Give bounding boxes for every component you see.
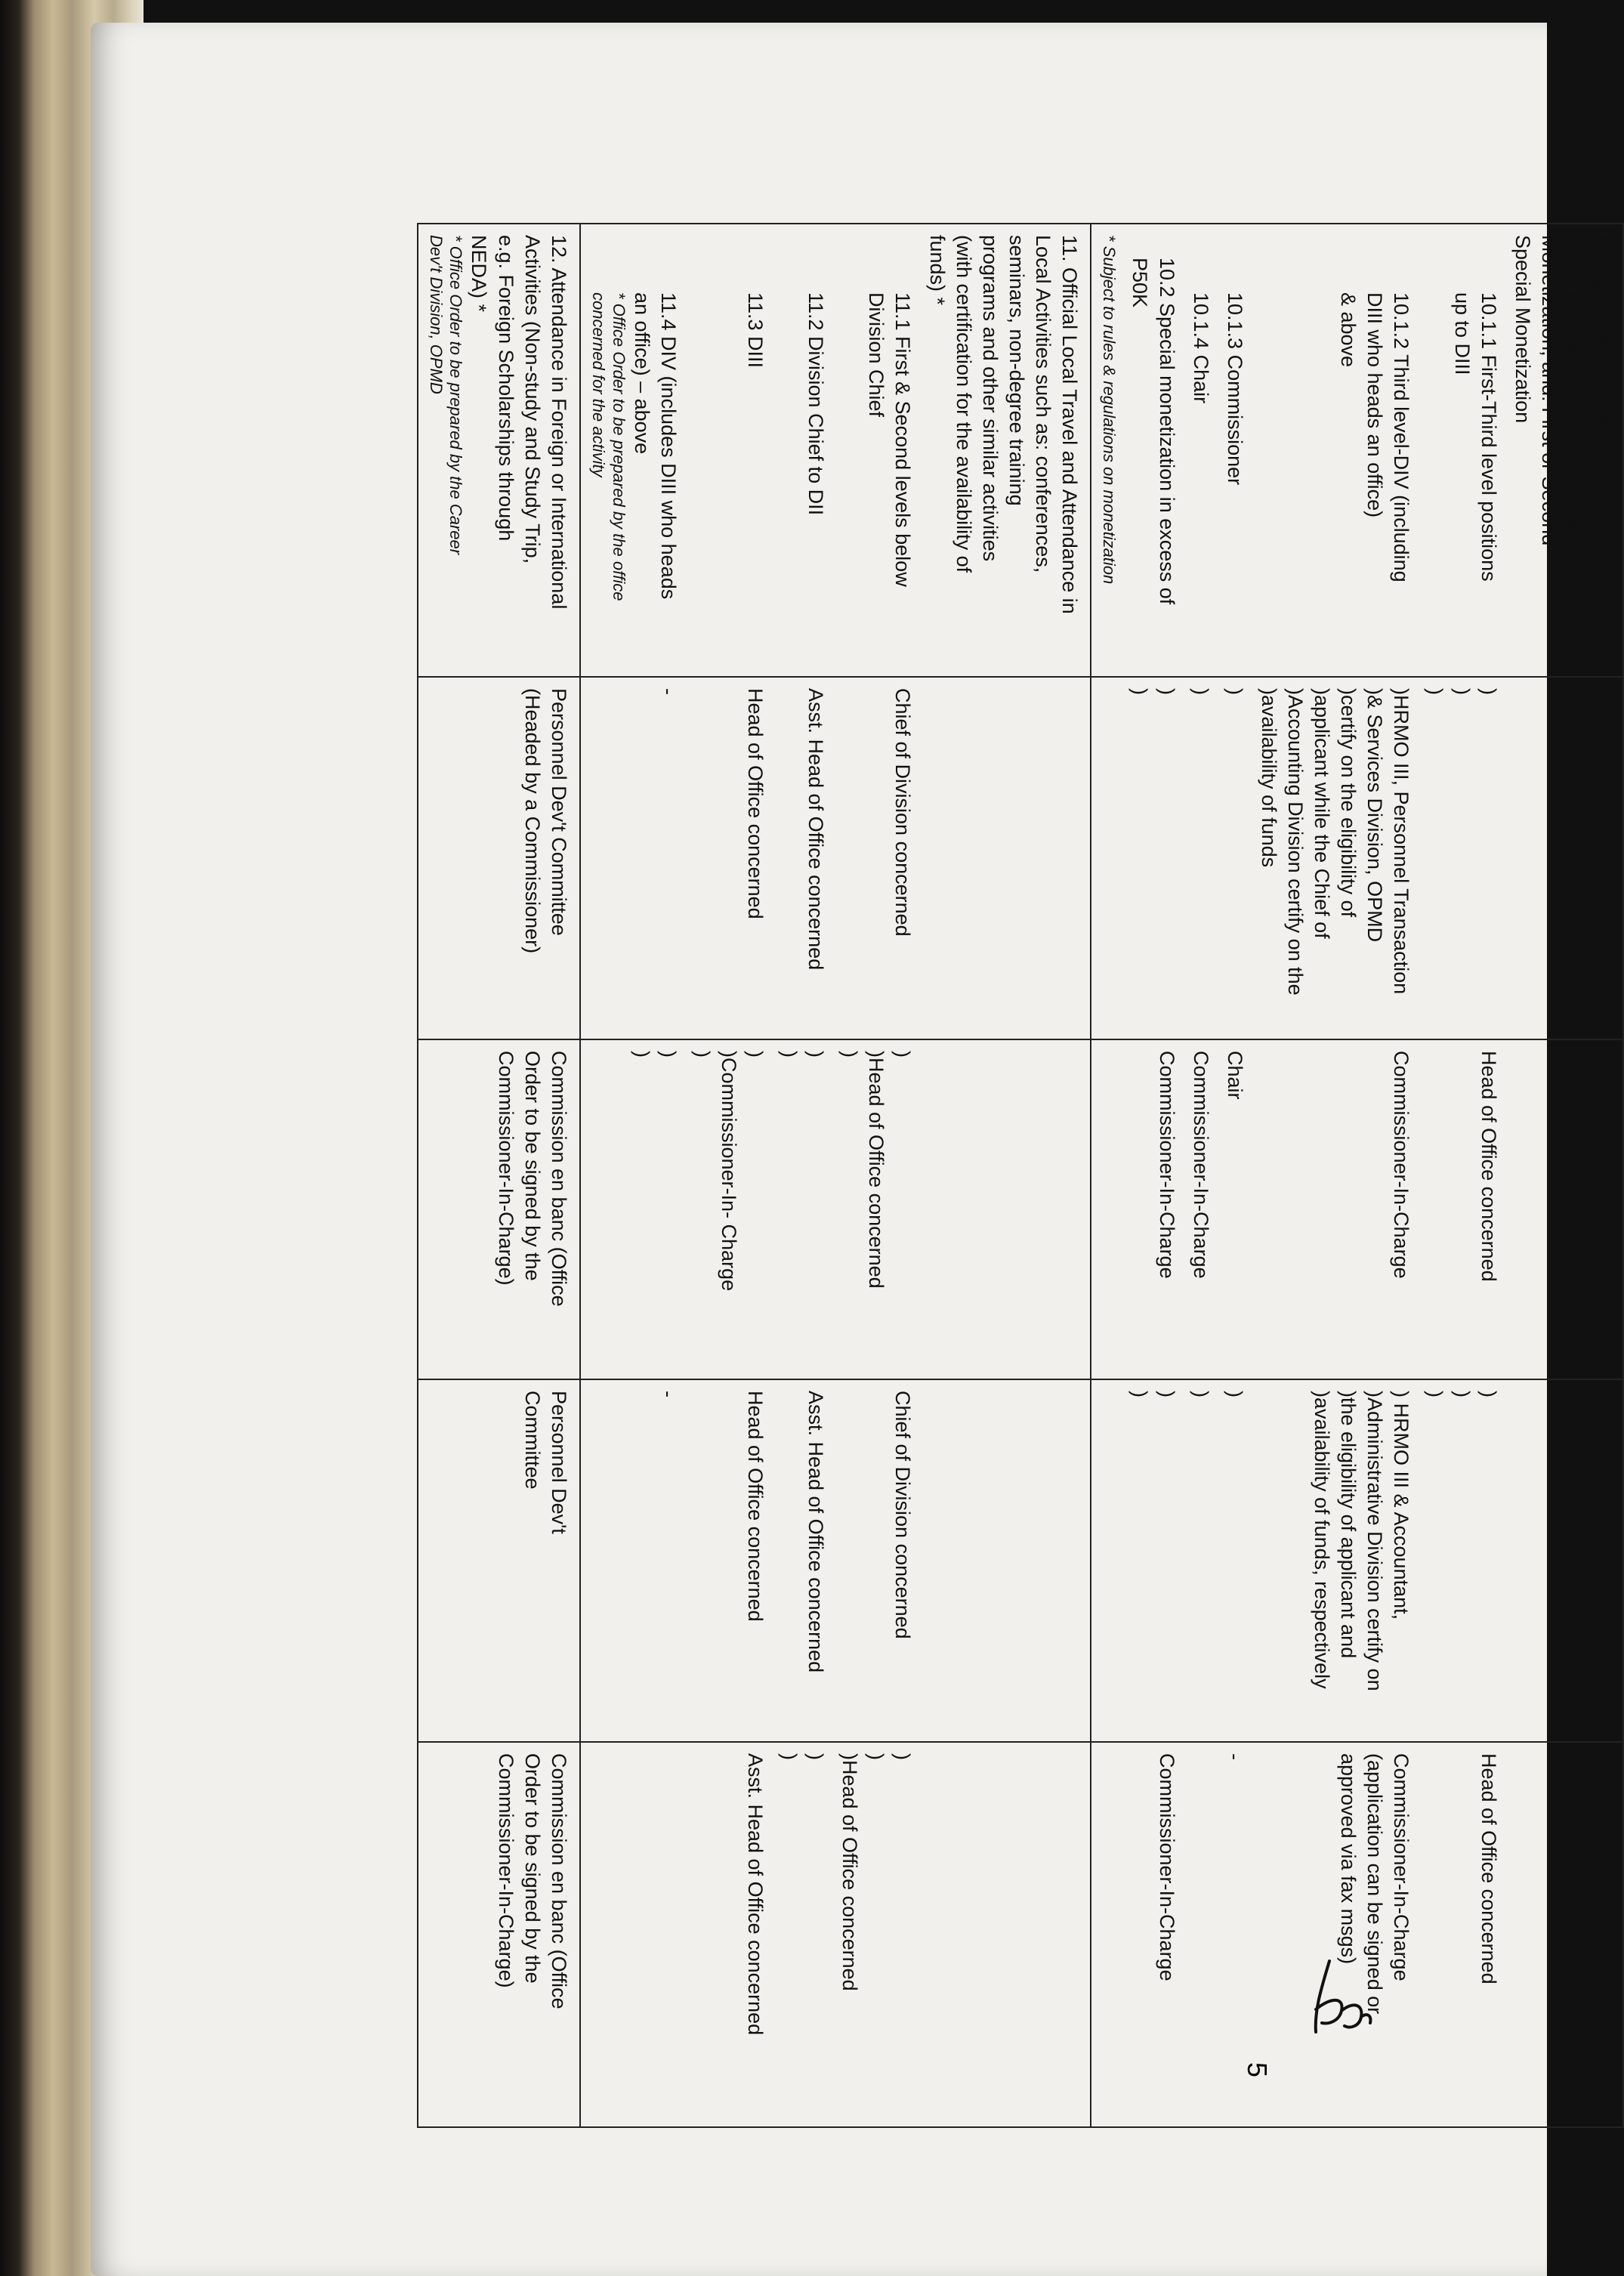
table-cell-col1 xyxy=(1502,224,1623,677)
table-cell-col3 xyxy=(829,1039,915,1379)
cell-text: Head of Office concerned xyxy=(743,688,767,919)
table-cell-col3 xyxy=(580,1039,681,1379)
table-cell-col5 xyxy=(829,1742,915,2127)
cell-text: Chair xyxy=(1223,1051,1246,1100)
table-cell-col1 xyxy=(1414,224,1501,677)
table-cell-col5 xyxy=(681,1742,768,2127)
table-cell-col1 xyxy=(915,224,1091,677)
cell-text: - xyxy=(1223,1753,1246,1760)
cell-text: ) ) )Head of Office concerned xyxy=(838,1753,915,1991)
cell-text: Chief of Division concerned xyxy=(891,1391,915,1639)
table-cell-col5 xyxy=(768,1742,829,2127)
cell-text: Commissioner-In-Charge xyxy=(1189,1051,1212,1279)
table-cell-col1 xyxy=(1214,224,1248,677)
cell-text: Commissioner-In-Charge xyxy=(1155,1051,1178,1279)
table-cell-col1 xyxy=(418,224,580,677)
cell-text: - xyxy=(656,688,680,695)
table-row xyxy=(1214,224,1248,2127)
delegation-table xyxy=(417,223,1624,2128)
footnote: * Office Order to be prepared by the office concerned for the activity xyxy=(589,292,628,601)
table-cell-col4 xyxy=(681,1379,768,1742)
table-cell-col3 xyxy=(915,1039,1091,1379)
table-cell-col2 xyxy=(1248,677,1415,1039)
table-cell-col3 xyxy=(1502,1039,1623,1379)
table-cell-col4 xyxy=(1214,1379,1248,1742)
table-cell-col2 xyxy=(1502,677,1623,1039)
table-cell-col1 xyxy=(1119,224,1179,677)
table-cell-col2 xyxy=(1180,677,1214,1039)
table-cell-col2 xyxy=(418,677,580,1039)
table-cell-col1 xyxy=(1180,224,1214,677)
cell-text: ) xyxy=(1189,1391,1212,1397)
cell-text: 10. Application for Monetization * 10.1 First and/or Second Regular Monetization, and: First or Second Special Monetization xyxy=(1511,235,1613,546)
table-cell-col3 xyxy=(1180,1039,1214,1379)
cell-text: Head of Office concerned xyxy=(1477,1051,1500,1282)
table-cell-col3 xyxy=(1248,1039,1415,1379)
table-row xyxy=(1414,224,1501,2127)
rotated-content xyxy=(423,223,1624,2126)
footnote: * Office Order to be prepared by the Career Dev't Division, OPMD xyxy=(426,235,466,555)
cell-text: Head of Office concerned xyxy=(1477,1753,1500,1984)
table-row xyxy=(580,224,681,2127)
cell-text: ) ) xyxy=(778,1753,828,1760)
table-cell-col3 xyxy=(681,1039,768,1379)
cell-text: ) ) ) xyxy=(1424,1391,1500,1397)
table-cell-col2 xyxy=(580,677,681,1039)
document-page xyxy=(91,23,1613,2276)
table-cell-col5 xyxy=(1119,1742,1179,2127)
table-cell-col5 xyxy=(1091,1742,1119,2127)
table-cell-col2 xyxy=(768,677,829,1039)
cell-text: Commission en banc (Office Order to be signed by the Commissioner-In-Charge) xyxy=(494,1753,570,2009)
cell-text: Commissioner-In-Charge (application can be signed or approved via fax msgs) xyxy=(1337,1753,1413,2015)
cell-text: ) xyxy=(1189,688,1212,695)
table-cell-col5 xyxy=(418,1742,580,2127)
cell-text: Commissioner-In-Charge xyxy=(1390,1051,1413,1279)
table-cell-col4 xyxy=(1414,1379,1501,1742)
table-row xyxy=(1091,224,1119,2127)
table-cell-col4 xyxy=(418,1379,580,1742)
table-cell-col4 xyxy=(829,1379,915,1742)
table-cell-col4 xyxy=(1091,1379,1119,1742)
table-cell-col1 xyxy=(580,224,681,677)
table-body xyxy=(418,224,1623,2127)
table-row xyxy=(1119,224,1179,2127)
table-row xyxy=(681,224,768,2127)
table-cell-col3 xyxy=(1091,1039,1119,1379)
footnote: * Subject to rules & regulations on monetization xyxy=(1100,235,1119,585)
page-number: 5 xyxy=(1242,2062,1273,2078)
table-cell-col4 xyxy=(768,1379,829,1742)
cell-text: ) ) xyxy=(1128,1391,1178,1397)
table-cell-col5 xyxy=(1180,1742,1214,2127)
cell-text: ) xyxy=(1223,1391,1246,1397)
table-cell-col2 xyxy=(829,677,915,1039)
table-cell-col2 xyxy=(681,677,768,1039)
cell-text: )HRMO III, Personnel Transaction )& Services Division, OPMD )certify on the eligibility of )applicant while the Chief of )Accounting Division certify on the )availability of funds xyxy=(1257,688,1413,996)
cell-text: 11. Official Local Travel and Attendance in Local Activities such as: conferences, seminars, non-degree training programs and other similar activities (with certification for the availability of funds) * xyxy=(925,235,1082,614)
cell-text: ) ) xyxy=(778,1051,828,1058)
table-cell-col2 xyxy=(915,677,1091,1039)
cell-text: 10.1.3 Commissioner xyxy=(1223,292,1246,486)
table-cell-col2 xyxy=(1091,677,1119,1039)
table-cell-col3 xyxy=(418,1039,580,1379)
cell-text: Commission en banc (Office Order to be signed by the Commissioner-In-Charge) xyxy=(494,1051,570,1307)
table-cell-col2 xyxy=(1414,677,1501,1039)
cell-text: Asst. Head of Office concerned xyxy=(804,1391,828,1673)
cell-text: 10.1.1 First-Third level positions up to DIII xyxy=(1450,292,1500,582)
cell-text: ) ) xyxy=(1128,688,1178,695)
table-cell-col4 xyxy=(915,1379,1091,1742)
cell-text: Asst. Head of Office concerned xyxy=(804,688,828,971)
table-row xyxy=(829,224,915,2127)
cell-text: - xyxy=(656,1391,680,1397)
cell-text: ) )Commissioner-In- Charge ) xyxy=(690,1051,767,1292)
table-cell-col5 xyxy=(1414,1742,1501,2127)
table-cell-col1 xyxy=(829,224,915,677)
table-cell-col4 xyxy=(1502,1379,1623,1742)
cell-text: Head of Office concerned xyxy=(743,1391,767,1622)
table-cell-col4 xyxy=(1180,1379,1214,1742)
cell-text: ) xyxy=(1223,688,1246,695)
cell-text: ) )Head of Office concerned ) xyxy=(838,1051,915,1289)
table-cell-col4 xyxy=(580,1379,681,1742)
table-cell-col2 xyxy=(1119,677,1179,1039)
cell-text: ) HRMO III & Accountant, )Administrative Division certify on )the eligibility of applicant and )availability of funds, respectively xyxy=(1311,1391,1413,1691)
cell-text: ) ) xyxy=(630,1051,680,1058)
cell-text: Asst. Head of Office concerned xyxy=(743,1753,767,2036)
cell-text: Commissioner-In-Charge xyxy=(1155,1753,1178,1981)
table-cell-col3 xyxy=(768,1039,829,1379)
table-cell-col3 xyxy=(1119,1039,1179,1379)
table-cell-col2 xyxy=(1214,677,1248,1039)
cell-text: Chief of Division concerned xyxy=(891,688,915,937)
table-cell-col4 xyxy=(1248,1379,1415,1742)
cell-text: 12. Attendance in Foreign or International Activities (Non-study and Study Trip, e.g. Foreign Scholarships through NEDA) * xyxy=(468,235,570,610)
cell-text: 10.2 Special monetization in excess of P50K xyxy=(1128,258,1178,605)
table-cell-col5 xyxy=(1502,1742,1623,2127)
cell-text: ) ) ) xyxy=(1424,688,1500,695)
cell-text: 10.1.2 Third level-DIV (including DIII who heads an office) & above xyxy=(1337,292,1413,582)
table-row xyxy=(418,224,580,2127)
table-cell-col3 xyxy=(1214,1039,1248,1379)
table-cell-col5 xyxy=(580,1742,681,2127)
table-cell-col1 xyxy=(1248,224,1415,677)
table-cell-col1 xyxy=(768,224,829,677)
cell-text: 11.3 DIII xyxy=(743,292,767,369)
cell-text: 11.4 DIV (includes DIII who heads an office) – above xyxy=(630,292,680,600)
table-cell-col3 xyxy=(1414,1039,1501,1379)
cell-text: Personnel Dev't Committee xyxy=(520,1391,570,1534)
table-row xyxy=(768,224,829,2127)
table-row xyxy=(1248,224,1415,2127)
table-row xyxy=(915,224,1091,2127)
cell-text: 10.1.4 Chair xyxy=(1189,292,1212,404)
cell-text: 11.1 First & Second levels below Division Chief xyxy=(865,292,915,587)
cell-text: 11.2 Division Chief to DII xyxy=(804,292,828,516)
table-cell-col1 xyxy=(1091,224,1119,677)
table-row xyxy=(1180,224,1214,2127)
table-cell-col1 xyxy=(681,224,768,677)
table-row xyxy=(1502,224,1623,2127)
signature-initials xyxy=(1269,1956,1375,2040)
table-cell-col5 xyxy=(915,1742,1091,2127)
cell-text: Personnel Dev't Committee (Headed by a Commissioner) xyxy=(520,688,570,954)
table-cell-col4 xyxy=(1119,1379,1179,1742)
